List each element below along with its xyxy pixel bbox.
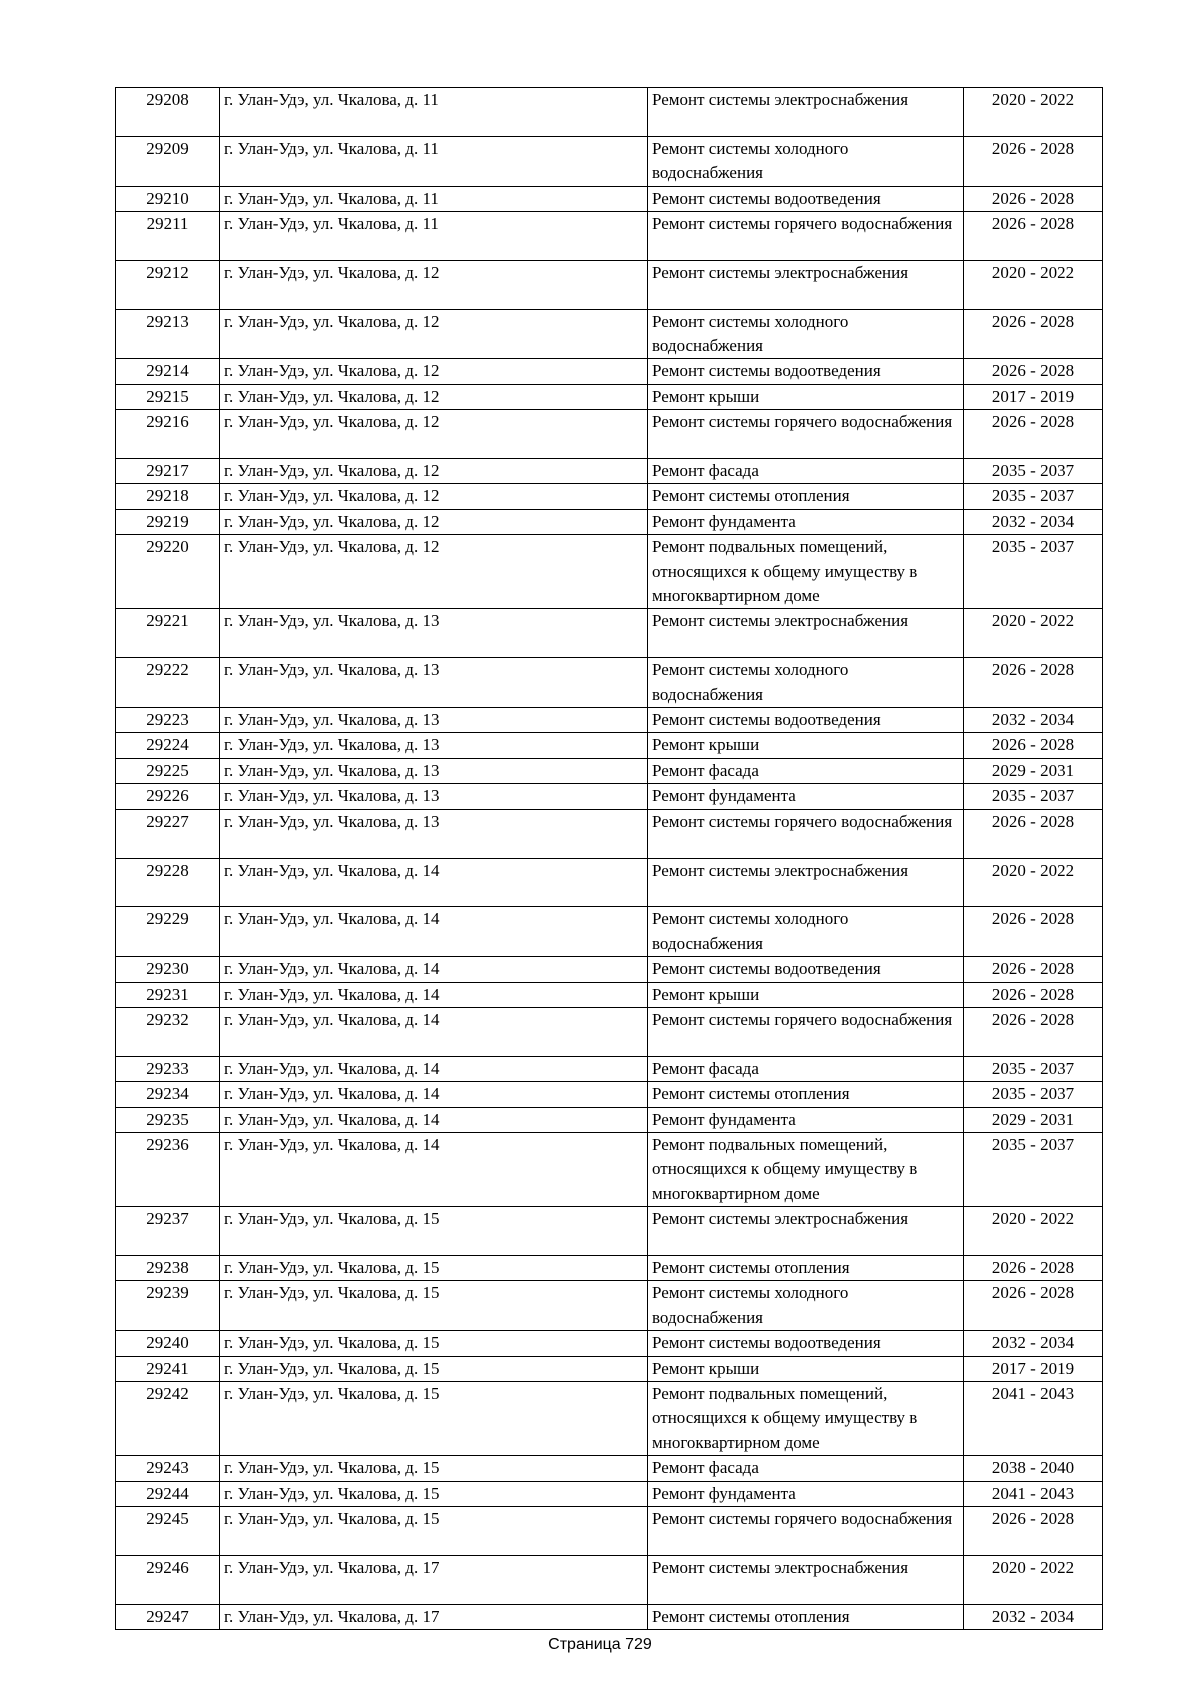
row-work-type: Ремонт системы электроснабжения (648, 609, 964, 658)
row-period: 2026 - 2028 (964, 212, 1103, 261)
row-number: 29227 (116, 809, 220, 858)
table-row (116, 212, 1103, 261)
row-address: г. Улан-Удэ, ул. Чкалова, д. 11 (220, 186, 648, 211)
table-row (116, 1082, 1103, 1107)
table-row (116, 658, 1103, 708)
row-number: 29242 (116, 1381, 220, 1455)
row-address: г. Улан-Удэ, ул. Чкалова, д. 12 (220, 260, 648, 309)
row-number: 29231 (116, 982, 220, 1007)
row-address: г. Улан-Удэ, ул. Чкалова, д. 12 (220, 459, 648, 484)
row-work-type: Ремонт фундамента (648, 1481, 964, 1506)
row-address: г. Улан-Удэ, ул. Чкалова, д. 13 (220, 733, 648, 758)
row-number: 29230 (116, 957, 220, 982)
row-work-type: Ремонт системы холодного водоснабжения (648, 136, 964, 186)
row-address: г. Улан-Удэ, ул. Чкалова, д. 15 (220, 1207, 648, 1256)
row-work-type: Ремонт системы водоотведения (648, 359, 964, 384)
row-number: 29220 (116, 535, 220, 609)
row-address: г. Улан-Удэ, ул. Чкалова, д. 12 (220, 359, 648, 384)
row-work-type: Ремонт фасада (648, 1456, 964, 1481)
row-address: г. Улан-Удэ, ул. Чкалова, д. 11 (220, 88, 648, 137)
row-number: 29246 (116, 1555, 220, 1604)
row-work-type: Ремонт фундамента (648, 1107, 964, 1132)
row-work-type: Ремонт системы отопления (648, 1082, 964, 1107)
row-work-type: Ремонт системы отопления (648, 484, 964, 509)
row-number: 29234 (116, 1082, 220, 1107)
row-address: г. Улан-Удэ, ул. Чкалова, д. 15 (220, 1381, 648, 1455)
row-period: 2026 - 2028 (964, 410, 1103, 459)
row-period: 2032 - 2034 (964, 1604, 1103, 1629)
row-work-type: Ремонт системы горячего водоснабжения (648, 1507, 964, 1556)
row-work-type: Ремонт системы водоотведения (648, 186, 964, 211)
row-address: г. Улан-Удэ, ул. Чкалова, д. 15 (220, 1507, 648, 1556)
row-period: 2026 - 2028 (964, 658, 1103, 708)
row-work-type: Ремонт системы холодного водоснабжения (648, 309, 964, 359)
row-number: 29232 (116, 1007, 220, 1056)
row-number: 29216 (116, 410, 220, 459)
row-address: г. Улан-Удэ, ул. Чкалова, д. 13 (220, 809, 648, 858)
row-number: 29225 (116, 758, 220, 783)
row-address: г. Улан-Удэ, ул. Чкалова, д. 13 (220, 784, 648, 809)
table-row (116, 1107, 1103, 1132)
row-address: г. Улан-Удэ, ул. Чкалова, д. 15 (220, 1356, 648, 1381)
row-address: г. Улан-Удэ, ул. Чкалова, д. 14 (220, 1007, 648, 1056)
row-period: 2020 - 2022 (964, 1555, 1103, 1604)
row-work-type: Ремонт фундамента (648, 509, 964, 534)
row-period: 2035 - 2037 (964, 1056, 1103, 1081)
row-address: г. Улан-Удэ, ул. Чкалова, д. 12 (220, 309, 648, 359)
row-work-type: Ремонт системы горячего водоснабжения (648, 212, 964, 261)
table-row (116, 784, 1103, 809)
row-period: 2026 - 2028 (964, 1007, 1103, 1056)
row-work-type: Ремонт системы электроснабжения (648, 858, 964, 907)
table-row (116, 186, 1103, 211)
row-period: 2017 - 2019 (964, 384, 1103, 409)
row-address: г. Улан-Удэ, ул. Чкалова, д. 12 (220, 535, 648, 609)
table-row (116, 535, 1103, 609)
table-row (116, 609, 1103, 658)
row-number: 29214 (116, 359, 220, 384)
row-period: 2032 - 2034 (964, 1331, 1103, 1356)
row-period: 2035 - 2037 (964, 1082, 1103, 1107)
row-period: 2035 - 2037 (964, 1132, 1103, 1206)
table-row (116, 384, 1103, 409)
row-number: 29233 (116, 1056, 220, 1081)
table-row (116, 907, 1103, 957)
row-number: 29223 (116, 708, 220, 733)
table-row (116, 484, 1103, 509)
row-period: 2026 - 2028 (964, 809, 1103, 858)
row-number: 29211 (116, 212, 220, 261)
table-row (116, 459, 1103, 484)
row-period: 2020 - 2022 (964, 858, 1103, 907)
row-address: г. Улан-Удэ, ул. Чкалова, д. 15 (220, 1255, 648, 1280)
row-address: г. Улан-Удэ, ул. Чкалова, д. 17 (220, 1604, 648, 1629)
table-body (116, 88, 1103, 1630)
table-row (116, 1132, 1103, 1206)
row-address: г. Улан-Удэ, ул. Чкалова, д. 15 (220, 1456, 648, 1481)
row-address: г. Улан-Удэ, ул. Чкалова, д. 13 (220, 758, 648, 783)
row-work-type: Ремонт фасада (648, 758, 964, 783)
row-period: 2035 - 2037 (964, 459, 1103, 484)
row-address: г. Улан-Удэ, ул. Чкалова, д. 15 (220, 1331, 648, 1356)
row-work-type: Ремонт крыши (648, 982, 964, 1007)
row-number: 29229 (116, 907, 220, 957)
row-address: г. Улан-Удэ, ул. Чкалова, д. 14 (220, 1082, 648, 1107)
row-number: 29221 (116, 609, 220, 658)
row-address: г. Улан-Удэ, ул. Чкалова, д. 11 (220, 212, 648, 261)
row-work-type: Ремонт системы холодного водоснабжения (648, 907, 964, 957)
table-row (116, 359, 1103, 384)
row-work-type: Ремонт системы горячего водоснабжения (648, 809, 964, 858)
row-number: 29224 (116, 733, 220, 758)
table-row (116, 88, 1103, 137)
table-row (116, 1356, 1103, 1381)
row-number: 29237 (116, 1207, 220, 1256)
row-work-type: Ремонт фундамента (648, 784, 964, 809)
row-address: г. Улан-Удэ, ул. Чкалова, д. 12 (220, 484, 648, 509)
row-address: г. Улан-Удэ, ул. Чкалова, д. 13 (220, 708, 648, 733)
row-period: 2026 - 2028 (964, 1255, 1103, 1280)
row-work-type: Ремонт системы водоотведения (648, 1331, 964, 1356)
row-work-type: Ремонт подвальных помещений, относящихся к общему имуществу в многоквартирном доме (648, 535, 964, 609)
row-period: 2026 - 2028 (964, 309, 1103, 359)
row-address: г. Улан-Удэ, ул. Чкалова, д. 15 (220, 1281, 648, 1331)
row-work-type: Ремонт крыши (648, 384, 964, 409)
row-period: 2020 - 2022 (964, 609, 1103, 658)
table-row (116, 957, 1103, 982)
row-period: 2032 - 2034 (964, 708, 1103, 733)
table-row (116, 1507, 1103, 1556)
row-work-type: Ремонт крыши (648, 1356, 964, 1381)
row-period: 2020 - 2022 (964, 1207, 1103, 1256)
row-work-type: Ремонт системы электроснабжения (648, 260, 964, 309)
table-row (116, 1381, 1103, 1455)
row-period: 2026 - 2028 (964, 733, 1103, 758)
row-work-type: Ремонт системы электроснабжения (648, 1207, 964, 1256)
row-work-type: Ремонт системы водоотведения (648, 957, 964, 982)
row-period: 2026 - 2028 (964, 1507, 1103, 1556)
row-work-type: Ремонт системы электроснабжения (648, 1555, 964, 1604)
row-period: 2026 - 2028 (964, 907, 1103, 957)
table-row (116, 1255, 1103, 1280)
row-number: 29219 (116, 509, 220, 534)
row-number: 29215 (116, 384, 220, 409)
row-period: 2035 - 2037 (964, 784, 1103, 809)
table-row (116, 1331, 1103, 1356)
table-row (116, 1604, 1103, 1629)
row-number: 29247 (116, 1604, 220, 1629)
page-number: Страница 729 (548, 1636, 652, 1653)
row-number: 29208 (116, 88, 220, 137)
row-period: 2020 - 2022 (964, 260, 1103, 309)
row-number: 29226 (116, 784, 220, 809)
row-address: г. Улан-Удэ, ул. Чкалова, д. 12 (220, 410, 648, 459)
row-period: 2032 - 2034 (964, 509, 1103, 534)
row-address: г. Улан-Удэ, ул. Чкалова, д. 11 (220, 136, 648, 186)
row-number: 29212 (116, 260, 220, 309)
row-number: 29245 (116, 1507, 220, 1556)
row-number: 29217 (116, 459, 220, 484)
row-address: г. Улан-Удэ, ул. Чкалова, д. 12 (220, 509, 648, 534)
row-period: 2029 - 2031 (964, 1107, 1103, 1132)
table-row (116, 410, 1103, 459)
row-address: г. Улан-Удэ, ул. Чкалова, д. 17 (220, 1555, 648, 1604)
row-address: г. Улан-Удэ, ул. Чкалова, д. 15 (220, 1481, 648, 1506)
row-work-type: Ремонт подвальных помещений, относящихся к общему имуществу в многоквартирном доме (648, 1132, 964, 1206)
row-address: г. Улан-Удэ, ул. Чкалова, д. 14 (220, 907, 648, 957)
table-row (116, 858, 1103, 907)
row-number: 29244 (116, 1481, 220, 1506)
row-address: г. Улан-Удэ, ул. Чкалова, д. 13 (220, 658, 648, 708)
row-work-type: Ремонт крыши (648, 733, 964, 758)
row-period: 2041 - 2043 (964, 1481, 1103, 1506)
capital-repair-table (115, 87, 1103, 1630)
row-number: 29210 (116, 186, 220, 211)
row-period: 2026 - 2028 (964, 957, 1103, 982)
row-period: 2026 - 2028 (964, 186, 1103, 211)
row-period: 2026 - 2028 (964, 1281, 1103, 1331)
row-number: 29238 (116, 1255, 220, 1280)
row-work-type: Ремонт системы горячего водоснабжения (648, 410, 964, 459)
table-row (116, 1281, 1103, 1331)
row-number: 29239 (116, 1281, 220, 1331)
row-number: 29240 (116, 1331, 220, 1356)
row-work-type: Ремонт системы электроснабжения (648, 88, 964, 137)
row-number: 29236 (116, 1132, 220, 1206)
table-row (116, 136, 1103, 186)
row-period: 2038 - 2040 (964, 1456, 1103, 1481)
row-period: 2026 - 2028 (964, 359, 1103, 384)
row-work-type: Ремонт фасада (648, 1056, 964, 1081)
row-address: г. Улан-Удэ, ул. Чкалова, д. 14 (220, 1107, 648, 1132)
row-period: 2035 - 2037 (964, 484, 1103, 509)
table-row (116, 1481, 1103, 1506)
table-row (116, 708, 1103, 733)
table-row (116, 1056, 1103, 1081)
row-work-type: Ремонт системы водоотведения (648, 708, 964, 733)
row-period: 2029 - 2031 (964, 758, 1103, 783)
table-row (116, 1207, 1103, 1256)
row-number: 29243 (116, 1456, 220, 1481)
table-row (116, 982, 1103, 1007)
table-row (116, 733, 1103, 758)
table-row (116, 1555, 1103, 1604)
row-number: 29213 (116, 309, 220, 359)
row-work-type: Ремонт системы холодного водоснабжения (648, 658, 964, 708)
row-address: г. Улан-Удэ, ул. Чкалова, д. 13 (220, 609, 648, 658)
table-row (116, 309, 1103, 359)
row-address: г. Улан-Удэ, ул. Чкалова, д. 14 (220, 957, 648, 982)
row-period: 2026 - 2028 (964, 982, 1103, 1007)
row-address: г. Улан-Удэ, ул. Чкалова, д. 12 (220, 384, 648, 409)
row-work-type: Ремонт системы отопления (648, 1255, 964, 1280)
row-number: 29241 (116, 1356, 220, 1381)
row-work-type: Ремонт подвальных помещений, относящихся к общему имуществу в многоквартирном доме (648, 1381, 964, 1455)
row-address: г. Улан-Удэ, ул. Чкалова, д. 14 (220, 858, 648, 907)
row-period: 2041 - 2043 (964, 1381, 1103, 1455)
row-number: 29222 (116, 658, 220, 708)
row-period: 2035 - 2037 (964, 535, 1103, 609)
row-work-type: Ремонт системы отопления (648, 1604, 964, 1629)
row-work-type: Ремонт системы горячего водоснабжения (648, 1007, 964, 1056)
row-number: 29235 (116, 1107, 220, 1132)
row-period: 2017 - 2019 (964, 1356, 1103, 1381)
row-period: 2026 - 2028 (964, 136, 1103, 186)
row-address: г. Улан-Удэ, ул. Чкалова, д. 14 (220, 1056, 648, 1081)
table-row (116, 1007, 1103, 1056)
table-row (116, 809, 1103, 858)
row-number: 29228 (116, 858, 220, 907)
row-number: 29218 (116, 484, 220, 509)
row-period: 2020 - 2022 (964, 88, 1103, 137)
table-row (116, 509, 1103, 534)
row-work-type: Ремонт системы холодного водоснабжения (648, 1281, 964, 1331)
row-work-type: Ремонт фасада (648, 459, 964, 484)
table-row (116, 758, 1103, 783)
row-address: г. Улан-Удэ, ул. Чкалова, д. 14 (220, 1132, 648, 1206)
row-address: г. Улан-Удэ, ул. Чкалова, д. 14 (220, 982, 648, 1007)
table-row (116, 260, 1103, 309)
table-row (116, 1456, 1103, 1481)
row-number: 29209 (116, 136, 220, 186)
